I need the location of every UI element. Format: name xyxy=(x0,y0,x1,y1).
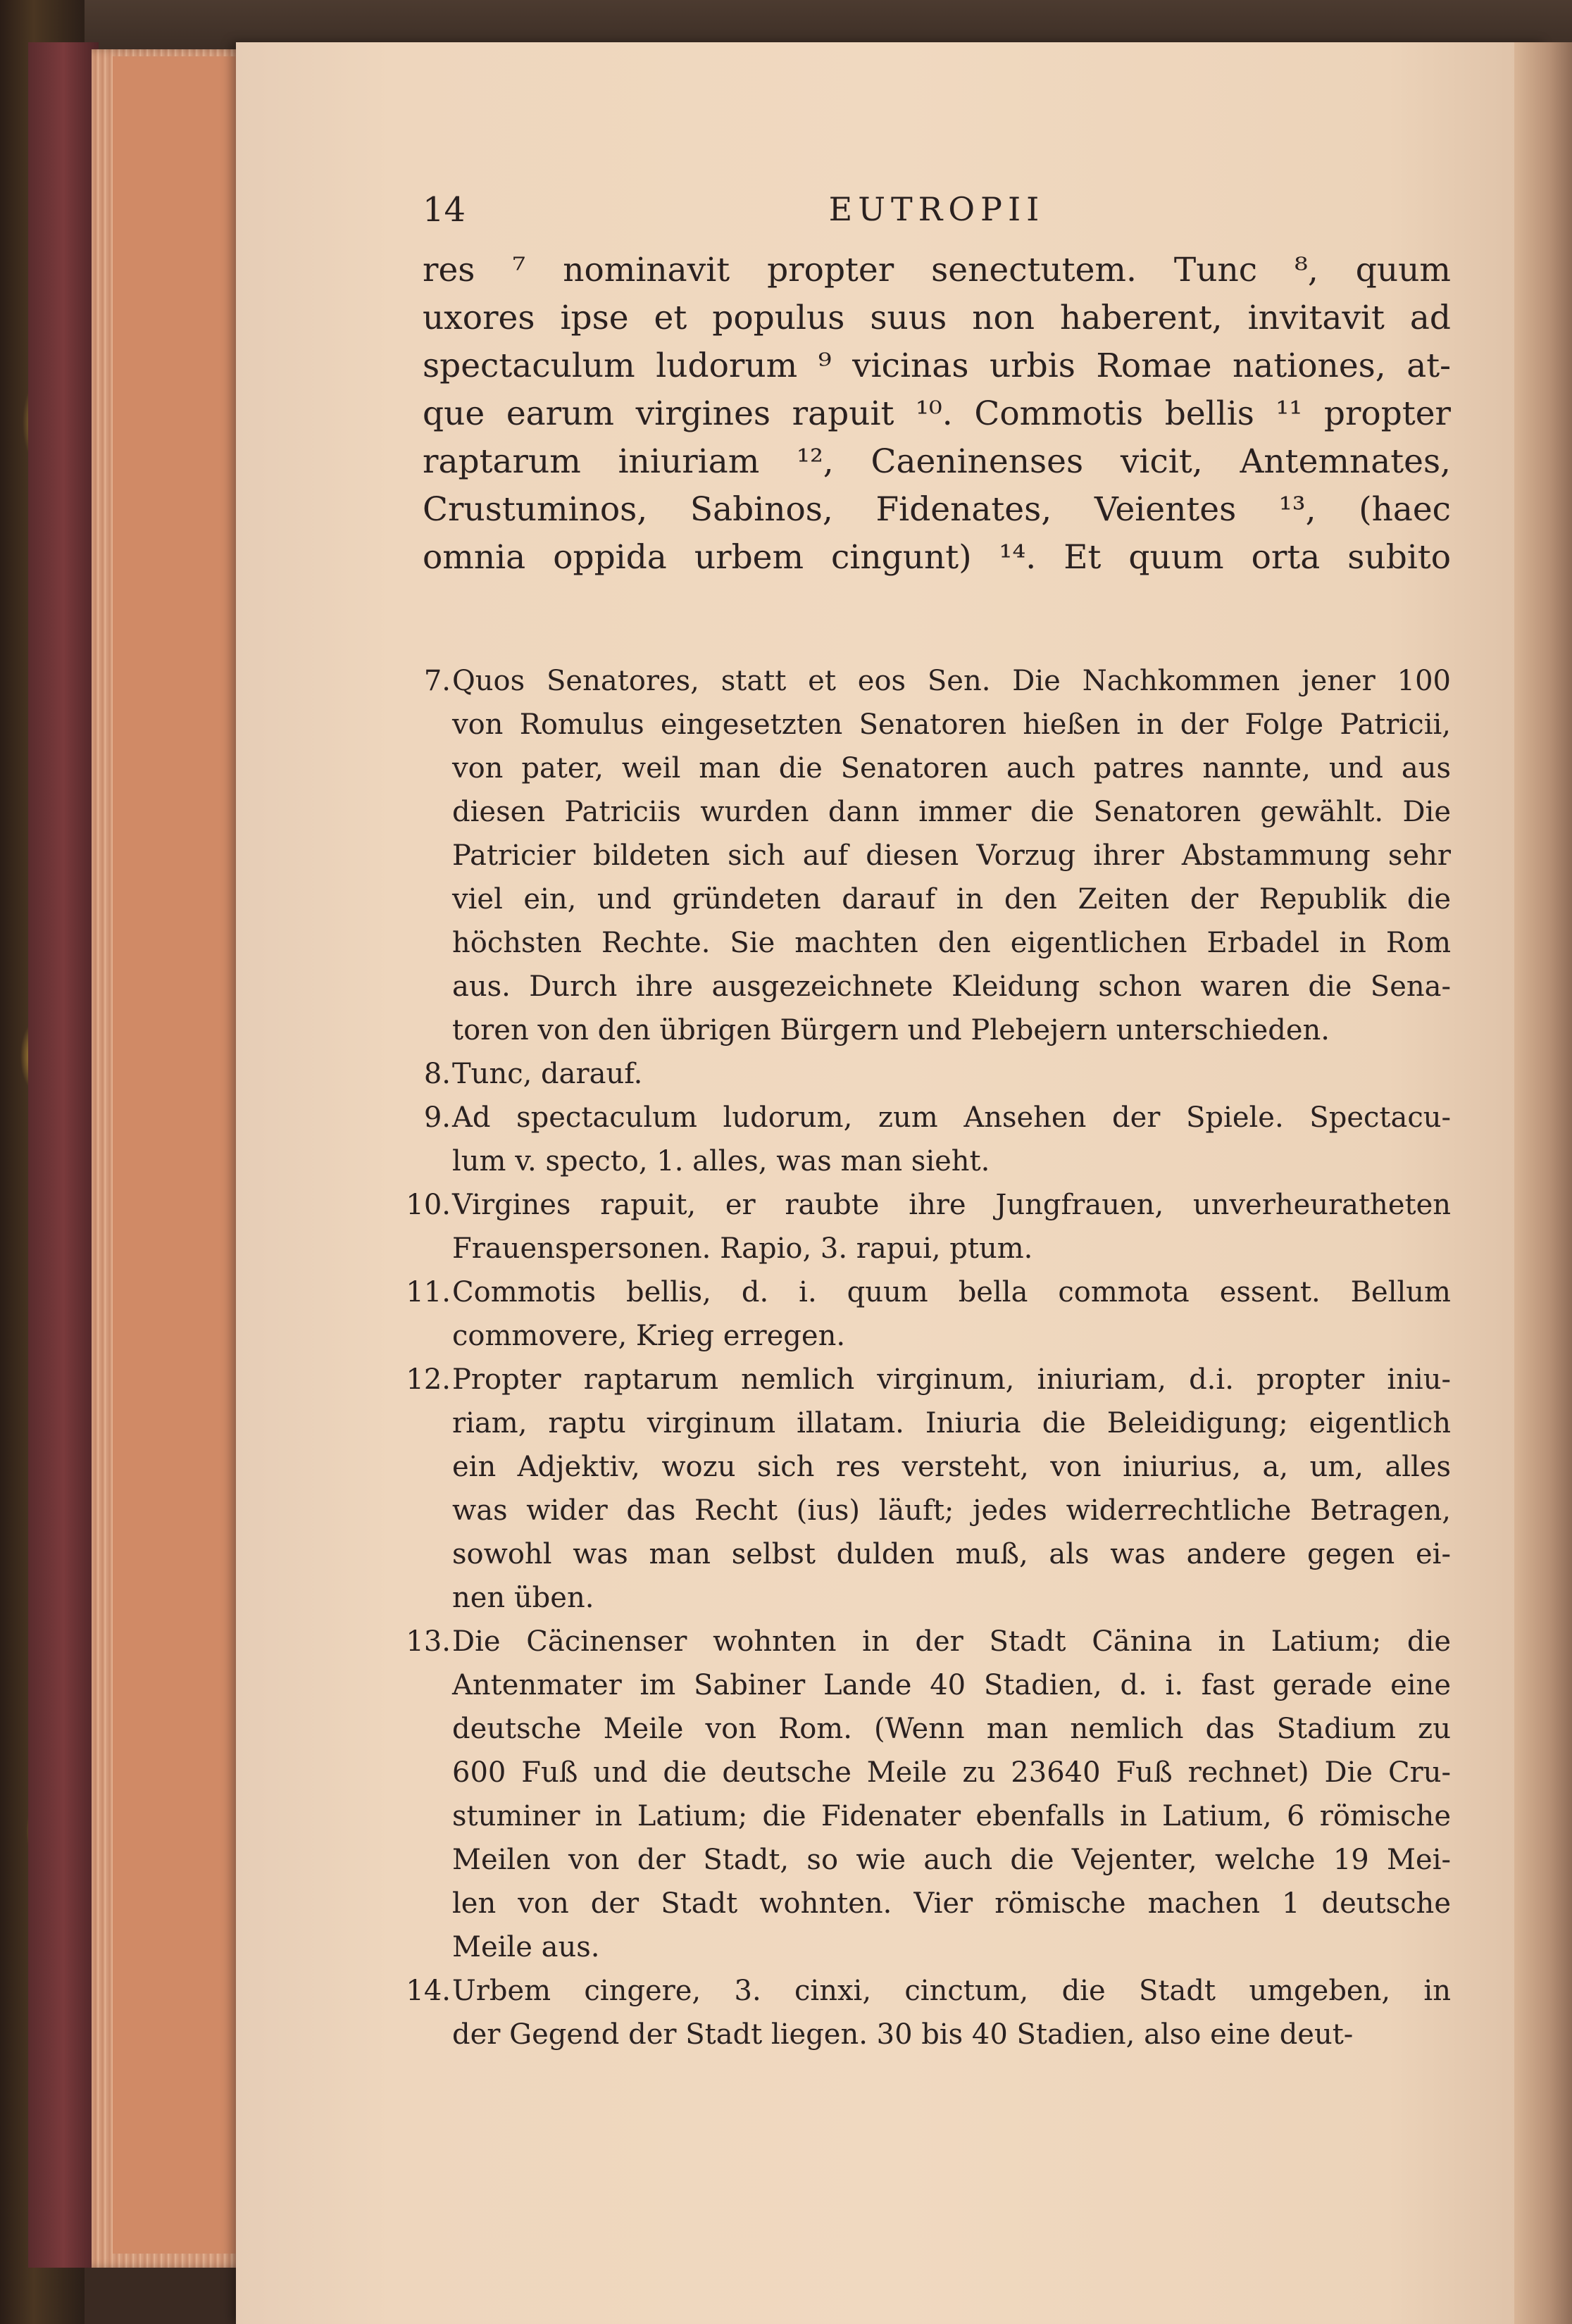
footnote-line: len von der Stadt wohnten. Vier römische machen 1 deutsche xyxy=(452,1887,1451,1920)
footnote-number: 14. xyxy=(406,1975,451,2007)
footnote-line: Meile aus. xyxy=(452,1931,600,1963)
main-text-line: res ⁷ nominavit propter senectutem. Tunc ⁸, quum xyxy=(423,251,1451,289)
main-text-line: spectaculum ludorum ⁹ vicinas urbis Romae nationes, at- xyxy=(423,346,1451,385)
footnote-line: Patricier bildeten sich auf diesen Vorzug ihrer Abstammung sehr xyxy=(452,839,1451,872)
footnote-line: toren von den übrigen Bürgern und Plebejern unterschieden. xyxy=(452,1014,1330,1047)
footnote-number: 13. xyxy=(406,1625,451,1658)
running-head: EUTROPII xyxy=(828,190,1045,228)
footnote-line: viel ein, und gründeten darauf in den Zeiten der Republik die xyxy=(452,883,1451,916)
footnote-line: sowohl was man selbst dulden muß, als was andere gegen ei- xyxy=(452,1538,1451,1570)
footnote-line: aus. Durch ihre ausgezeichnete Kleidung schon waren die Sena- xyxy=(452,970,1451,1003)
footnote-number: 12. xyxy=(406,1363,451,1396)
footnote-number: 11. xyxy=(406,1276,451,1308)
leather-spine xyxy=(28,42,99,2268)
footnote xyxy=(406,1270,1451,1358)
footnote-line: 600 Fuß und die deutsche Meile zu 23640 Fuß rechnet) Die Cru- xyxy=(452,1756,1451,1789)
main-text-line: raptarum iniuriam ¹², Caeninenses vicit, Antemnates, xyxy=(423,442,1451,481)
footnote-line: deutsche Meile von Rom. (Wenn man nemlich das Stadium zu xyxy=(452,1713,1451,1745)
footnote-line: Tunc, darauf. xyxy=(452,1058,643,1090)
main-text-line: que earum virgines rapuit ¹⁰. Commotis bellis ¹¹ propter xyxy=(423,394,1451,433)
footnote-line: Propter raptarum nemlich virginum, iniuriam, d.i. propter iniu- xyxy=(452,1363,1451,1396)
footnote xyxy=(406,1358,1451,1620)
footnotes xyxy=(406,659,1451,2056)
footnote xyxy=(423,1052,1451,1096)
page-number: 14 xyxy=(423,190,466,230)
main-text-line: uxores ipse et populus suus non haberent, invitavit ad xyxy=(423,299,1451,337)
main-text xyxy=(423,246,1451,582)
footnote xyxy=(423,1096,1451,1183)
footnote-line: Antenmater im Sabiner Lande 40 Stadien, d. i. fast gerade eine xyxy=(452,1669,1451,1701)
page-text xyxy=(406,190,1451,2056)
footnote-line: Virgines rapuit, er raubte ihre Jungfrauen, unverheuratheten xyxy=(452,1189,1451,1221)
footnote-number: 10. xyxy=(406,1189,451,1221)
main-text-line: omnia oppida urbem cingunt) ¹⁴. Et quum orta subito xyxy=(423,538,1451,577)
footnote-line: riam, raptu virginum illatam. Iniuria die Beleidigung; eigentlich xyxy=(452,1407,1451,1439)
footnote-line: stuminer in Latium; die Fidenater ebenfalls in Latium, 6 römische xyxy=(452,1800,1451,1832)
footnote-line: von Romulus eingesetzten Senatoren hießen in der Folge Patricii, xyxy=(452,708,1451,741)
footnote-line: Meilen von der Stadt, so wie auch die Vejenter, welche 19 Mei- xyxy=(452,1844,1451,1876)
footnote-line: Urbem cingere, 3. cinxi, cinctum, die Stadt umgeben, in xyxy=(452,1975,1451,2007)
footnote-line: lum v. specto, 1. alles, was man sieht. xyxy=(452,1145,990,1177)
footnote-line: commovere, Krieg erregen. xyxy=(452,1320,846,1352)
footnote-number: 9. xyxy=(423,1101,451,1134)
footnote-line: nen üben. xyxy=(452,1582,594,1614)
footnote-line: diesen Patriciis wurden dann immer die Senatoren gewählt. Die xyxy=(452,796,1451,828)
footnote-line: was wider das Recht (ius) läuft; jedes widerrechtliche Betragen, xyxy=(452,1494,1451,1527)
footnote-line: Commotis bellis, d. i. quum bella commota essent. Bellum xyxy=(452,1276,1451,1308)
footnote-line: ein Adjektiv, wozu sich res versteht, von iniurius, a, um, alles xyxy=(452,1451,1451,1483)
footnote-line: Frauenspersonen. Rapio, 3. rapui, ptum. xyxy=(452,1232,1033,1265)
footnote-line: von pater, weil man die Senatoren auch patres nannte, und aus xyxy=(452,752,1451,785)
footnote xyxy=(406,1969,1451,2056)
footnote-number: 8. xyxy=(423,1058,451,1090)
footnote-line: Die Cäcinenser wohnten in der Stadt Cänina in Latium; die xyxy=(452,1625,1451,1658)
footnote-line: höchsten Rechte. Sie machten den eigentlichen Erbadel in Rom xyxy=(452,927,1451,959)
main-text-line: Crustuminos, Sabinos, Fidenates, Veientes ¹³, (haec xyxy=(423,490,1451,529)
footnote-line: Ad spectaculum ludorum, zum Ansehen der Spiele. Spectacu- xyxy=(452,1101,1451,1134)
footnote xyxy=(406,1620,1451,1969)
footnote-line: Quos Senatores, statt et eos Sen. Die Nachkommen jener 100 xyxy=(452,665,1451,697)
page-header xyxy=(423,190,1451,246)
footnote xyxy=(423,659,1451,1052)
footnote xyxy=(406,1183,1451,1270)
footnote-line: der Gegend der Stadt liegen. 30 bis 40 Stadien, also eine deut- xyxy=(452,2018,1354,2051)
page-right-edge xyxy=(1514,42,1572,2324)
footnote-number: 7. xyxy=(423,665,451,697)
page-edge xyxy=(113,56,247,2254)
